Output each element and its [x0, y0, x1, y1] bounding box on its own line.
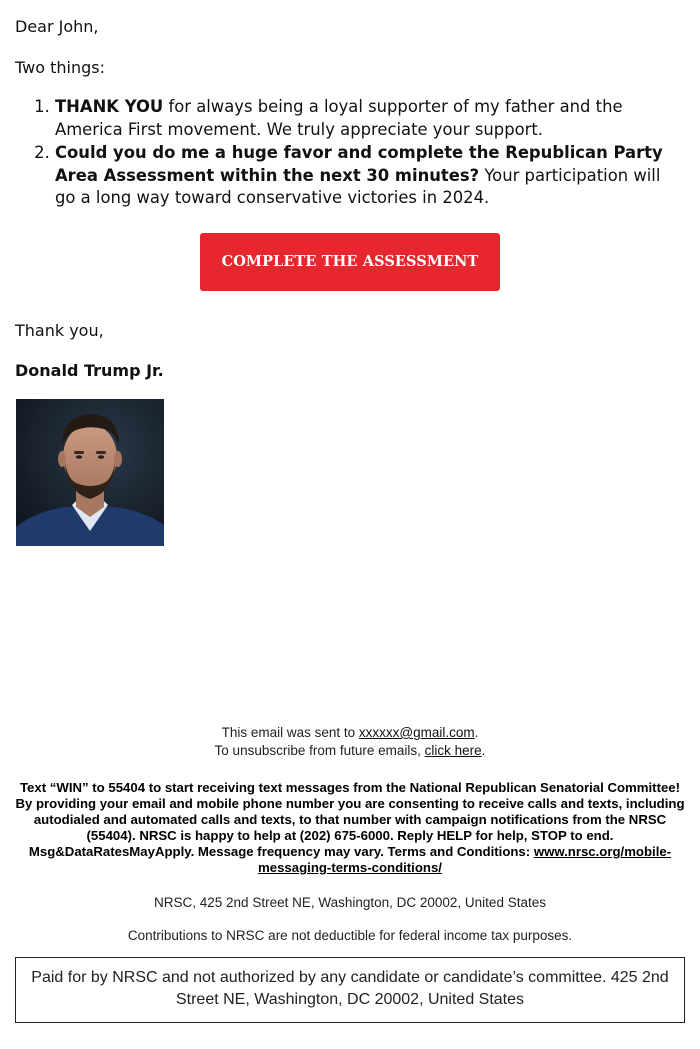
email-footer	[0, 724, 700, 945]
unsubscribe-link[interactable]: click here	[424, 743, 482, 758]
unsubscribe-line	[0, 742, 700, 760]
list-item	[55, 142, 683, 210]
terms-link[interactable]: www.nrsc.org/mobile-messaging-terms-conditions/	[258, 844, 672, 875]
address: NRSC, 425 2nd Street NE, Washington, DC 20002, United States	[154, 895, 546, 910]
cta-container	[0, 233, 700, 291]
unsubscribe-prefix: To unsubscribe from future emails,	[214, 743, 425, 758]
points-list	[15, 96, 683, 211]
complete-assessment-button[interactable]: COMPLETE THE ASSESSMENT	[200, 233, 500, 291]
sms-text: Text “WIN” to 55404 to start receiving text messages from the National Republican Senatorial Committee! By providing your email and mobile phone number you are consenting to receive calls and texts, including autodialed and automated calls and texts, to that number with campaign notifications from the NRSC (55404). NRSC is happy to help at (202) 675-6000. Reply HELP for help, STOP to end. Msg&DataRatesMayApply. Message frequency may vary. Terms and Conditions:	[15, 780, 685, 859]
point-text: Your participation will go a long way toward conservative victories in 2024.	[55, 165, 661, 207]
sent-prefix: This email was sent to	[221, 725, 359, 740]
sent-to-line	[0, 724, 700, 742]
intro-line: Two things:	[15, 58, 105, 77]
closing: Thank you,	[15, 321, 104, 340]
point-bold: Could you do me a huge favor and complete the Republican Party Area Assessment within the next 30 minutes?	[55, 143, 663, 185]
greeting: Dear John,	[15, 17, 99, 36]
list-item	[55, 96, 683, 141]
recipient-email-link[interactable]: xxxxxx@gmail.com	[358, 725, 475, 740]
tax-note: Contributions to NRSC are not deductible for federal income tax purposes.	[127, 928, 573, 943]
point-bold: THANK YOU	[55, 97, 164, 116]
sent-suffix: .	[474, 725, 479, 740]
unsubscribe-suffix: .	[481, 743, 486, 758]
sms-disclaimer	[14, 780, 686, 876]
paid-for-disclaimer: Paid for by NRSC and not authorized by any candidate or candidate’s committee. 425 2nd Street NE, Washington, DC 20002, United States	[15, 957, 685, 1023]
signer-name: Donald Trump Jr.	[15, 361, 164, 380]
point-text: for always being a loyal supporter of my father and the America First movement. We truly appreciate your support.	[55, 97, 623, 139]
portrait-photo	[16, 399, 164, 546]
